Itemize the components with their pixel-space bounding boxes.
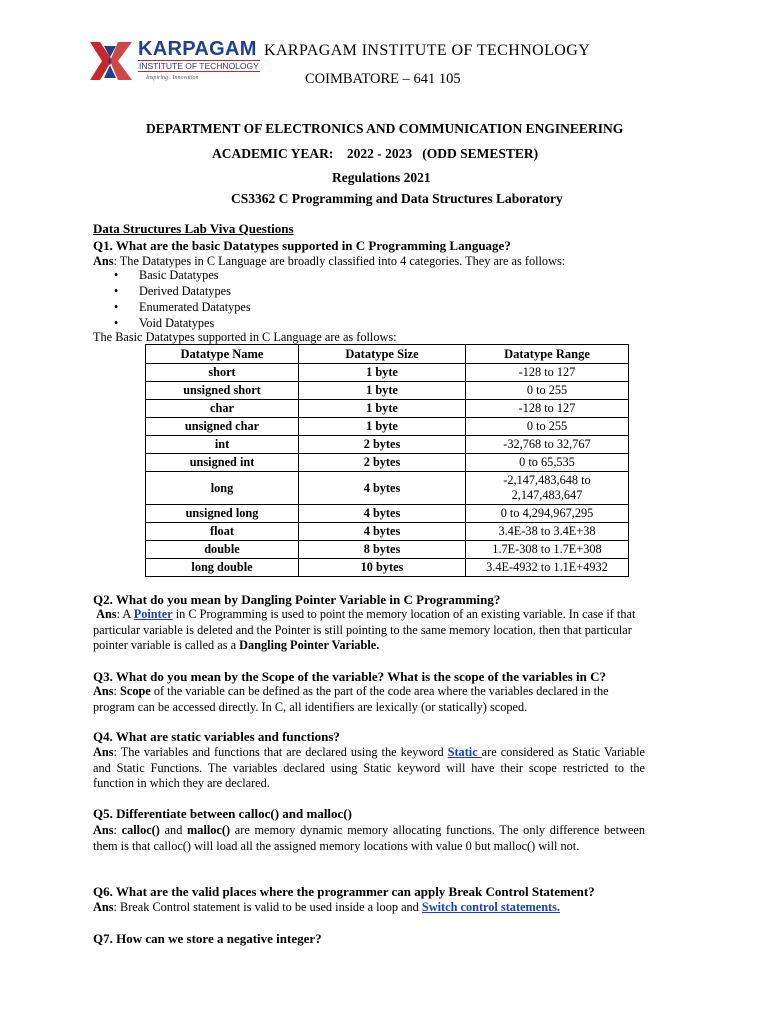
column-header: Datatype Name bbox=[146, 345, 299, 364]
answer-4 bbox=[93, 745, 645, 792]
list-item: • Enumerated Datatypes bbox=[114, 299, 251, 315]
datatype-range: 0 to 65,535 bbox=[466, 454, 629, 472]
institute-logo bbox=[88, 38, 259, 84]
column-header: Datatype Range bbox=[466, 345, 629, 364]
datatype-name: char bbox=[146, 400, 299, 418]
datatype-range: 3.4E-4932 to 1.1E+4932 bbox=[466, 559, 629, 577]
answer-emphasis: Scope bbox=[120, 684, 151, 698]
answer-3 bbox=[93, 684, 645, 715]
institute-name: KARPAGAM INSTITUTE OF TECHNOLOGY bbox=[264, 42, 591, 59]
table-row bbox=[146, 400, 629, 418]
answer-text: : bbox=[113, 684, 121, 698]
table-header-row bbox=[146, 345, 629, 364]
datatype-name: unsigned short bbox=[146, 382, 299, 400]
pointer-link[interactable]: Pointer bbox=[133, 607, 173, 621]
datatype-name: short bbox=[146, 364, 299, 382]
ans-label: Ans bbox=[93, 254, 114, 268]
answer-1-text: : The Datatypes in C Language are broadly classified into 4 categories. They are as follows: bbox=[113, 254, 566, 268]
table-row bbox=[146, 454, 629, 472]
datatype-name: unsigned int bbox=[146, 454, 299, 472]
datatype-name: double bbox=[146, 541, 299, 559]
datatype-size: 8 bytes bbox=[299, 541, 466, 559]
table-row bbox=[146, 436, 629, 454]
table-row bbox=[146, 364, 629, 382]
answer-text: : bbox=[113, 823, 122, 837]
datatype-range: 0 to 4,294,967,295 bbox=[466, 505, 629, 523]
datatype-range: -32,768 to 32,767 bbox=[466, 436, 629, 454]
table-row bbox=[146, 418, 629, 436]
column-header: Datatype Size bbox=[299, 345, 466, 364]
answer-text: and bbox=[159, 823, 188, 837]
datatype-size: 1 byte bbox=[299, 382, 466, 400]
question-3: Q3. What do you mean by the Scope of the variable? What is the scope of the variables in C? bbox=[93, 669, 607, 684]
list-item: • Basic Datatypes bbox=[114, 267, 251, 283]
answer-text: : A bbox=[116, 607, 134, 621]
datatype-name: long bbox=[146, 472, 299, 505]
datatype-size: 2 bytes bbox=[299, 454, 466, 472]
answer-text: in C Programming is used to point the memory location of an existing variable. In case if that particular variable is deleted and the Pointer is still pointing to the same memory location, then that particular pointer variable is called as a bbox=[93, 607, 636, 652]
datatype-size: 4 bytes bbox=[299, 523, 466, 541]
datatype-table bbox=[145, 344, 629, 577]
datatype-name: float bbox=[146, 523, 299, 541]
datatype-size: 4 bytes bbox=[299, 505, 466, 523]
answer-text: of the variable can be defined as the part of the code area where the variables declared in the program can be accessed directly. In C, all identifiers are lexically (or statically) scoped. bbox=[93, 684, 609, 714]
switch-statements-link[interactable]: Switch control statements. bbox=[421, 900, 560, 914]
datatype-size: 1 byte bbox=[299, 364, 466, 382]
department-heading: DEPARTMENT OF ELECTRONICS AND COMMUNICATION ENGINEERING bbox=[146, 121, 624, 136]
table-row bbox=[146, 559, 629, 577]
logo-subtitle: INSTITUTE OF TECHNOLOGY bbox=[139, 61, 259, 71]
datatype-size: 1 byte bbox=[299, 418, 466, 436]
datatype-range: -128 to 127 bbox=[466, 364, 629, 382]
ans-label: Ans bbox=[93, 745, 114, 759]
datatype-range: 3.4E-38 to 3.4E+38 bbox=[466, 523, 629, 541]
question-4: Q4. What are static variables and functions? bbox=[93, 729, 340, 744]
question-1: Q1. What are the basic Datatypes supported in C Programming Language? bbox=[93, 238, 511, 253]
list-item: • Derived Datatypes bbox=[114, 283, 251, 299]
question-7: Q7. How can we store a negative integer? bbox=[93, 931, 322, 946]
datatype-name: long double bbox=[146, 559, 299, 577]
section-title: Data Structures Lab Viva Questions bbox=[93, 221, 294, 236]
answer-emphasis: Dangling Pointer Variable. bbox=[239, 638, 380, 652]
ans-label: Ans bbox=[93, 900, 114, 914]
datatype-categories bbox=[114, 267, 251, 331]
table-row bbox=[146, 541, 629, 559]
question-2: Q2. What do you mean by Dangling Pointer Variable in C Programming? bbox=[93, 592, 501, 607]
answer-5 bbox=[93, 823, 645, 854]
table-row bbox=[146, 472, 629, 505]
question-5: Q5. Differentiate between calloc() and malloc() bbox=[93, 806, 352, 821]
datatype-range: 0 to 255 bbox=[466, 382, 629, 400]
question-6: Q6. What are the valid places where the programmer can apply Break Control Statement? bbox=[93, 884, 595, 899]
table-row bbox=[146, 523, 629, 541]
logo-emblem-icon bbox=[88, 40, 134, 84]
ans-label: Ans bbox=[93, 684, 114, 698]
datatype-name: int bbox=[146, 436, 299, 454]
answer-emphasis: malloc() bbox=[187, 823, 231, 837]
datatype-name: unsigned long bbox=[146, 505, 299, 523]
institute-city: COIMBATORE – 641 105 bbox=[305, 71, 461, 87]
logo-wordmark: KARPAGAM bbox=[138, 38, 257, 60]
answer-2 bbox=[93, 607, 645, 654]
table-intro: The Basic Datatypes supported in C Language are as follows: bbox=[93, 330, 397, 344]
datatype-size: 1 byte bbox=[299, 400, 466, 418]
datatype-size: 2 bytes bbox=[299, 436, 466, 454]
answer-text: : Break Control statement is valid to be used inside a loop and bbox=[113, 900, 422, 914]
datatype-range: -128 to 127 bbox=[466, 400, 629, 418]
answer-6 bbox=[93, 900, 560, 915]
answer-text: are memory dynamic memory allocating functions. The only difference between them is that calloc() will load all the assigned memory locations with value 0 but malloc() will not. bbox=[93, 823, 646, 853]
answer-emphasis: calloc() bbox=[121, 823, 160, 837]
answer-text: are considered as Static Variable and Static Functions. The variables declared using Static keyword will have their scope restricted to the function in which they are declared. bbox=[93, 745, 645, 790]
list-item: • Void Datatypes bbox=[114, 315, 251, 331]
ans-label: Ans bbox=[96, 607, 117, 621]
academic-year: ACADEMIC YEAR: 2022 - 2023 (ODD SEMESTER) bbox=[212, 146, 539, 161]
datatype-range: -2,147,483,648 to 2,147,483,647 bbox=[466, 472, 629, 505]
datatype-range: 0 to 255 bbox=[466, 418, 629, 436]
datatype-size: 4 bytes bbox=[299, 472, 466, 505]
static-link[interactable]: Static bbox=[447, 745, 482, 759]
datatype-range: 1.7E-308 to 1.7E+308 bbox=[466, 541, 629, 559]
ans-label: Ans bbox=[93, 823, 114, 837]
datatype-size: 10 bytes bbox=[299, 559, 466, 577]
course-title: CS3362 C Programming and Data Structures Laboratory bbox=[231, 191, 563, 206]
regulations: Regulations 2021 bbox=[332, 170, 431, 185]
datatype-name: unsigned char bbox=[146, 418, 299, 436]
table-row bbox=[146, 382, 629, 400]
answer-text: : The variables and functions that are declared using the keyword bbox=[113, 745, 448, 759]
logo-tagline: Inspiring . Innovation bbox=[146, 75, 199, 81]
table-row bbox=[146, 505, 629, 523]
